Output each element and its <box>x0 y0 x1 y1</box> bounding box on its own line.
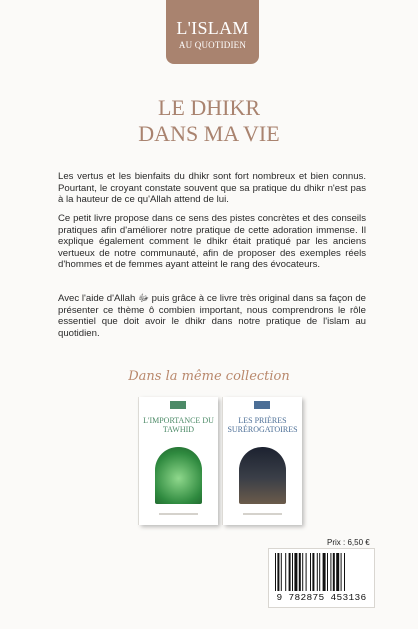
barcode-bar <box>330 553 331 591</box>
barcode-bar <box>317 553 318 591</box>
barcode-bar <box>302 553 303 591</box>
barcode <box>268 548 375 608</box>
barcode-bar <box>277 553 279 591</box>
book-cover-prieres <box>223 397 302 525</box>
book-cover-tawhid <box>139 397 218 525</box>
book-title <box>0 95 418 147</box>
barcode-bar <box>306 553 307 591</box>
book-title-line1: LE DHIKR <box>157 95 261 120</box>
barcode-bar <box>319 553 320 591</box>
publisher-line <box>159 513 198 515</box>
price-label: Prix : 6,50 € <box>327 538 370 547</box>
prayer-lamp-image <box>239 447 286 504</box>
book-cover-title: L'IMPORTANCE DU TAWHID <box>143 416 214 434</box>
mini-collection-badge <box>254 401 270 409</box>
collection-badge <box>166 0 259 64</box>
isbn-number: 9 782875 453136 <box>276 592 367 603</box>
same-collection-label: Dans la même collection <box>128 369 290 384</box>
mosque-arch-image <box>155 447 202 504</box>
barcode-bar <box>344 553 345 591</box>
barcode-bar <box>323 553 326 591</box>
description-paragraph: Ce petit livre propose dans ce sens des pistes concrètes et des conseils pratiques afin d'améliorer notre pratique de cette adoration immense. Il explique également comment le dhikr était pratiqué par les anciens vertueux de notre communauté, afin de proposer des exemples réels d'hommes et de femmes ayant atteint le rang des évocateurs. <box>58 213 366 271</box>
barcode-bar <box>299 553 301 591</box>
description-paragraph: Avec l'aide d'Allah ﷻ puis grâce à ce livre très original dans sa façon de présenter ce thème ô combien important, nous comprendrons le rôle essentiel que doit avoir le dhikr dans notre pratique de l'islam au quotidien. <box>58 293 366 339</box>
mini-collection-badge <box>170 401 186 409</box>
barcode-bars <box>275 553 368 591</box>
barcode-bar <box>312 553 314 591</box>
barcode-bar <box>310 553 311 591</box>
barcode-bar <box>292 553 293 591</box>
barcode-bar <box>341 553 342 591</box>
book-title-line2: DANS MA VIE <box>138 121 280 146</box>
barcode-bar <box>289 553 291 591</box>
description-paragraph: Les vertus et les bienfaits du dhikr sont fort nombreux et bien connus. Pourtant, le croyant constate souvent que sa pratique du dhikr n'est pas à la hauteur de ce qu'Allah attend de lui. <box>58 171 366 206</box>
barcode-bar <box>294 553 297 591</box>
barcode-bar <box>285 553 286 591</box>
collection-subtitle: AU QUOTIDIEN <box>178 40 247 50</box>
barcode-bar <box>281 553 282 591</box>
barcode-bar <box>327 553 328 591</box>
barcode-bar <box>333 553 335 591</box>
book-cover-title: LES PRIÈRES SURÉROGATOIRES <box>227 416 298 434</box>
barcode-bar <box>336 553 339 591</box>
barcode-bar <box>275 553 276 591</box>
publisher-line <box>243 513 282 515</box>
collection-title: L'ISLAM <box>176 18 249 38</box>
